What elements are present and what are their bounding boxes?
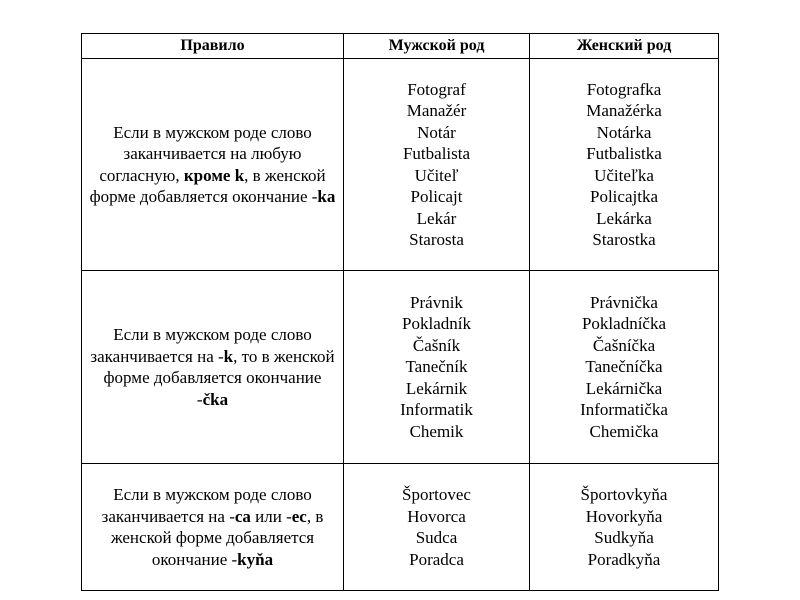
feminine-word: Lekárnička — [585, 378, 663, 398]
rule-text-part: или - — [250, 506, 292, 526]
feminine-cell — [530, 271, 719, 464]
masculine-word: Hovorca — [407, 506, 466, 526]
feminine-word: Policajtka — [590, 187, 658, 206]
feminine-cell — [530, 59, 719, 271]
masculine-word: Čašník — [412, 335, 461, 355]
masculine-word: Pokladník — [402, 314, 471, 334]
feminine-word: Poradkyňa — [587, 549, 661, 569]
masculine-word: Športovec — [402, 485, 471, 504]
masculine-cell — [344, 464, 530, 591]
feminine-word: Tanečníčka — [585, 357, 663, 377]
masculine-word: Sudca — [415, 528, 458, 547]
table-row — [82, 271, 719, 464]
masculine-word: Lekár — [416, 208, 457, 228]
feminine-word: Právnička — [590, 292, 658, 312]
masculine-word: Tanečník — [405, 357, 468, 377]
rule-text-part: Если в мужском роде слово заканчивается на любую согласную, — [99, 122, 312, 185]
gender-rules-table — [81, 33, 719, 591]
masculine-word: Policajt — [410, 187, 463, 206]
rule-cell — [82, 464, 344, 591]
masculine-word: Fotograf — [407, 79, 466, 99]
table-row — [82, 464, 719, 591]
feminine-word: Lekárka — [596, 208, 652, 228]
rule-cell — [82, 59, 344, 271]
masculine-word: Futbalista — [402, 144, 471, 163]
rule-text — [86, 484, 339, 570]
masculine-cell — [344, 59, 530, 271]
masculine-cell — [344, 271, 530, 464]
masculine-word: Učiteľ — [414, 165, 459, 185]
feminine-word: Hovorkyňa — [585, 506, 663, 526]
rule-bold-part: k — [223, 346, 234, 366]
feminine-word: Športovkyňa — [580, 485, 668, 504]
feminine-word: Starostka — [592, 230, 656, 249]
feminine-word: Manažérka — [586, 101, 662, 120]
feminine-word: Pokladníčka — [581, 314, 667, 334]
masculine-word: Lekárnik — [405, 378, 468, 398]
feminine-word: Sudkyňa — [594, 528, 654, 547]
masculine-word: Manažér — [406, 101, 467, 120]
feminine-cell — [530, 464, 719, 591]
rule-text-part: , в женской форме добавляется окончание - — [110, 506, 324, 569]
feminine-word: Čašníčka — [592, 335, 656, 355]
feminine-word: Učiteľka — [594, 165, 654, 185]
rule-text-part: Если в мужском роде слово заканчивается на - — [101, 485, 312, 526]
rule-text-part: , в женской форме добавляется окончание - — [89, 165, 326, 206]
rule-bold-part: ec — [291, 506, 307, 526]
rule-suffix: ka — [317, 187, 336, 206]
feminine-word: Informatička — [580, 400, 668, 420]
rule-text-part: Если в мужском роде слово заканчивается на - — [90, 325, 312, 366]
feminine-word: Chemička — [589, 421, 659, 441]
rule-suffix: kyňa — [237, 549, 274, 569]
feminine-word: Fotografka — [586, 79, 662, 99]
feminine-word: Notárka — [596, 122, 652, 142]
masculine-word: Právnik — [410, 292, 463, 312]
masculine-word: Poradca — [409, 549, 464, 569]
rule-suffix: čka — [202, 389, 229, 409]
rule-text-part: , то в женской форме добавляется окончание - — [103, 346, 335, 409]
masculine-word: Informatik — [400, 400, 473, 420]
header-masculine: Мужской род — [344, 34, 530, 59]
header-row — [82, 34, 719, 59]
masculine-word: Starosta — [409, 230, 464, 249]
rule-text — [86, 324, 339, 410]
masculine-word: Chemik — [409, 421, 464, 441]
table-row — [82, 59, 719, 271]
feminine-word: Futbalistka — [586, 144, 662, 163]
header-feminine: Женский род — [530, 34, 719, 59]
rule-text — [86, 122, 339, 208]
header-rule: Правило — [82, 34, 344, 59]
rule-bold-part: ca — [234, 506, 251, 526]
rule-bold-part: кроме k — [183, 165, 245, 185]
masculine-word: Notár — [417, 122, 456, 142]
rule-cell — [82, 271, 344, 464]
